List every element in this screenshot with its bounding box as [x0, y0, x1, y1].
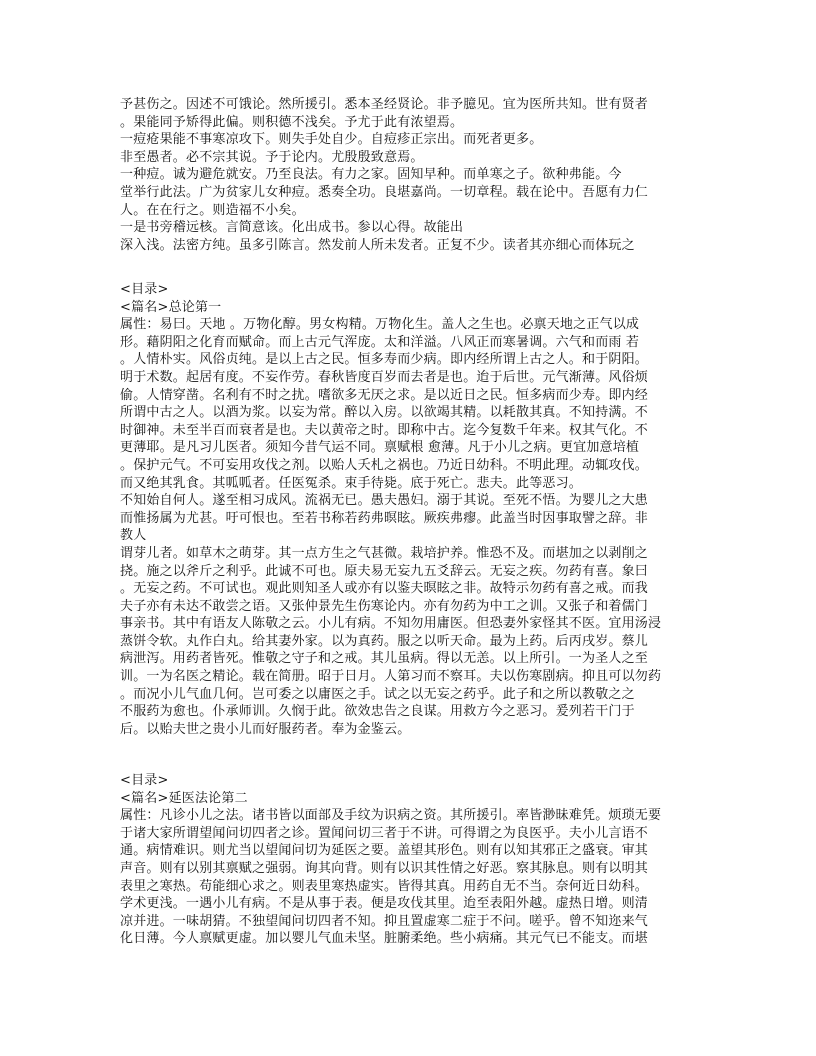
text-line: 声音。则有以别其禀赋之强弱。询其向背。则有以识其性情之好恶。察其脉息。则有以明其	[120, 860, 649, 876]
text-line: 所谓中古之人。以酒为浆。以妄为常。醉以入房。以欲竭其精。以耗散其真。不知持满。不	[120, 405, 649, 421]
text-line: 堂举行此法。广为贫家儿女种痘。悉奏全功。良堪嘉尚。一切章程。载在论中。吾愿有力仁	[120, 184, 649, 200]
section-zonglun	[120, 281, 680, 738]
text-line: 属性：凡诊小儿之法。诸书皆以面部及手纹为识病之资。其所援引。率皆渺昧难凭。烦琐无要	[120, 808, 662, 824]
text-line: 蒸饼令软。丸作白丸。给其妻外家。以为真药。服之以听天命。最为上药。后丙戌岁。蔡儿	[120, 633, 649, 649]
toc-label: <目录>	[120, 282, 169, 297]
text-line: 挠。施之以斧斤之利乎。此诚不可也。原夫易无妄九五爻辞云。无妄之疾。勿药有喜。象曰	[120, 563, 649, 579]
text-line: 化日薄。今人禀赋更虚。加以婴儿气血未坚。脏腑柔绝。些小病痛。其元气已不能支。而堪	[120, 931, 649, 947]
text-line: 时御神。未至半百而衰者是也。夫以黄帝之时。即称中古。迄今复数千年来。权其气化。不	[120, 422, 649, 438]
section-title: <篇名>延医法论第二	[120, 790, 248, 806]
text-line: 予甚伤之。因述不可饿论。然所援引。悉本圣经贤论。非予臆见。宜为医所共知。世有贤者	[120, 97, 649, 112]
text-line: 训。一为名医之精论。载在简册。昭于日月。人第习而不察耳。夫以伤寒剧病。抑且可以勿药	[120, 669, 662, 685]
text-line: 一种痘。诚为避危就安。乃至良法。有力之家。固知早种。而单寒之子。欲种弗能。今	[120, 167, 622, 183]
text-line: 通。病情难识。则尤当以望闻问切为延医之要。盖望其形色。则有以知其邪正之盛衰。审其	[120, 843, 649, 859]
text-line: 不知始自何人。遂至相习成风。流祸无已。愚夫愚妇。溺于其说。至死不悟。为婴儿之大患	[120, 493, 649, 509]
text-line: 一痘疮果能不事寒凉攻下。则失手处自少。自痘疹正宗出。而死者更多。	[120, 132, 543, 148]
text-line: 一是书旁稽远核。言简意该。化出成书。参以心得。故能出	[120, 220, 464, 236]
text-line: 教人	[120, 528, 147, 544]
text-line: 而惟扬属为尤甚。吁可恨也。至若书称若药弗暝眩。厥疾弗瘳。此盖当时因事取譬之辞。非	[120, 510, 649, 526]
section-body	[120, 316, 680, 738]
section-body	[120, 807, 680, 948]
text-line: 深入浅。法密方纯。虽多引陈言。然发前人所未发者。正复不少。读者其亦细心而体玩之	[120, 237, 635, 253]
text-line: 。果能同予矫得此偏。则积德不浅矣。予尤于此有浓望焉。	[120, 114, 464, 130]
text-line: 。人情朴实。风俗贞纯。是以上古之民。恒多寿而少病。即内经所谓上古之人。和于阴阳。	[120, 352, 649, 368]
text-line: 属性：易曰。天地 。万物化醇。男女构精。万物化生。盖人之生也。必禀天地之正气以成	[120, 317, 640, 333]
preface-block	[120, 96, 680, 254]
text-line: 人。在在行之。则造福不小矣。	[120, 202, 305, 218]
text-line: 非至愚者。必不宗其说。予于论内。尤殷殷致意焉。	[120, 149, 424, 165]
text-line: 表里之寒热。苟能细心求之。则表里寒热虚实。皆得其真。用药自无不当。奈何近日幼科。	[120, 878, 649, 894]
text-line: 谓芽儿者。如草木之萌芽。其一点方生之气甚微。栽培护养。惟恐不及。而堪加之以剥削之	[120, 545, 649, 561]
text-line: 。无妄之药。不可试也。观此则知圣人或亦有以鉴夫暝眩之非。故特示勿药有喜之戒。而我	[120, 581, 649, 597]
toc-label: <目录>	[120, 773, 169, 788]
section-title: <篇名>总论第一	[120, 299, 222, 315]
text-line: 不服药为愈也。仆承师训。久悯于此。欲效忠告之良谋。用救方今之恶习。爰列若干门于	[120, 704, 635, 720]
text-line: 。而况小儿气血几何。岂可委之以庸医之手。试之以无妄之药乎。此子和之所以教敬之之	[120, 686, 635, 702]
text-line: 夫子亦有未达不敢尝之语。又张仲景先生伤寒论内。亦有勿药为中工之训。又张子和着儒门	[120, 598, 649, 614]
text-line: 明于术数。起居有度。不妄作劳。春秋皆度百岁而去者是也。迨于后世。元气渐薄。风俗烦	[120, 369, 649, 385]
text-line: 于诸大家所谓望闻问切四者之诊。置闻问切三者于不讲。可得谓之为良医乎。夫小儿言语不	[120, 825, 649, 841]
text-line: 学术更浅。一遇小儿有病。不是从事于表。便是攻伐其里。迨至表阳外越。虚热日增。则清	[120, 896, 649, 912]
section-yanyi	[120, 772, 680, 948]
text-line: 形。藉阴阳之化育而赋命。而上古元气浑庞。太和洋溢。八风正而寒暑调。六气和而雨 若	[120, 334, 640, 350]
text-line: 而又绝其乳食。其呱呱者。任医冤杀。束手待毙。底于死亡。悲夫。此等恶习。	[120, 475, 583, 491]
text-line: 后。以贻夫世之贵小儿而好服药者。奉为金鉴云。	[120, 721, 411, 737]
text-line: 偷。人情穿凿。名利有不时之扰。嗜欲多无厌之求。是以近日之民。恒多病而少寿。即内经	[120, 387, 649, 403]
text-line: 事亲书。其中有语友人陈敬之云。小儿有病。不知勿用庸医。但恐妻外家怪其不医。宜用汤浸	[120, 616, 662, 632]
text-line: 病泄泻。用药者皆死。惟敬之守子和之戒。其儿虽病。得以无恙。以上所引。一为圣人之至	[120, 651, 649, 667]
text-line: 。保护元气。不可妄用攻伐之剂。以贻人夭札之祸也。乃近日幼科。不明此理。动辄攻伐。	[120, 457, 649, 473]
text-line: 更薄耶。是凡习儿医者。须知今昔气运不同。禀赋根 愈薄。凡于小儿之病。更宜加意培植	[120, 440, 640, 456]
text-line: 凉并进。一味胡猜。不独望闻问切四者不知。抑且置虚寒二症于不问。嗟乎。曾不知迩来气	[120, 913, 649, 929]
